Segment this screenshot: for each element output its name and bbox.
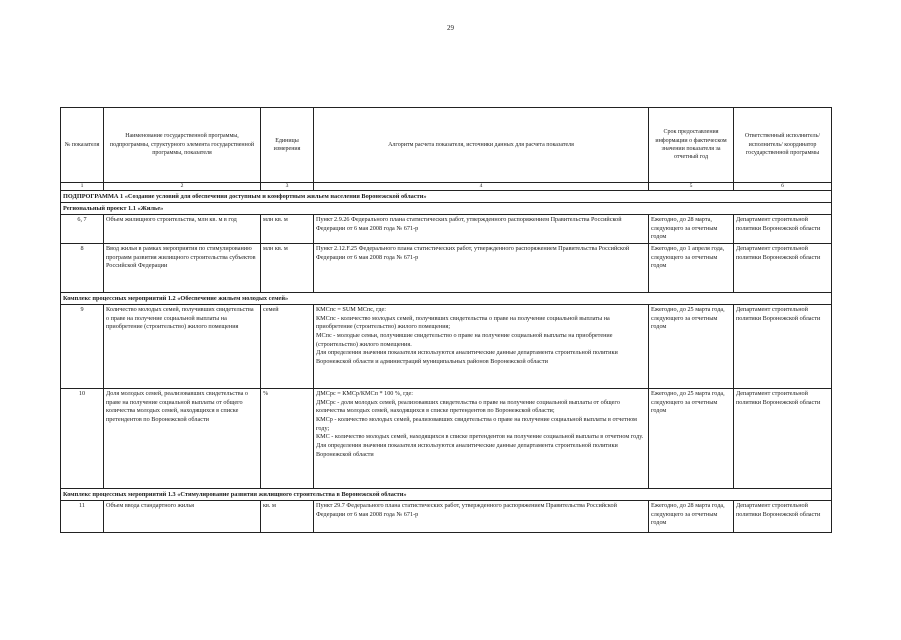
algorithm-line: МСпс - молодые семьи, получившие свидетельство о праве на получение социальной выплаты на приобретение (строительство) жилого помещения.	[316, 332, 613, 348]
section-row	[61, 191, 832, 203]
algorithm-line: Пункт 29.7 Федерального плана статистических работ, утвержденного распоряжением Правительства Российской Федерации от 6 мая 2008 года № 671-р	[316, 502, 617, 518]
indicator-number: 8	[61, 244, 104, 293]
indicator-name: Доля молодых семей, реализовавших свидетельства о праве на получение социальной выплаты от общего количества молодых семей, находящихся в списке претендентов по Воронежской области	[104, 389, 261, 489]
column-number: 2	[104, 183, 261, 191]
algorithm-line: Пункт 2.9.26 Федерального плана статистических работ, утвержденного распоряжением Правительства Российской Федерации от 6 мая 2008 года № 671-р	[316, 216, 622, 232]
indicator-deadline: Ежегодно, до 25 марта года, следующего за отчетным годом	[649, 305, 734, 389]
algorithm-line: КМСпс = SUM МСпс, где:	[316, 306, 386, 314]
section-row	[61, 203, 832, 215]
indicator-number: 11	[61, 501, 104, 533]
indicator-algorithm	[314, 389, 649, 489]
algorithm-line: Для определения значения показателя используются аналитические данные департамента строительной политики Воронежской области	[316, 442, 618, 458]
algorithm-line: КМСр - количество молодых семей, реализовавших свидетельства о праве на получение социальной выплаты в отчетном году;	[316, 416, 637, 432]
regional-project-title: Региональный проект 1.1 «Жилье»	[61, 203, 832, 215]
column-number: 4	[314, 183, 649, 191]
header-unit: Единицы измерения	[261, 108, 314, 183]
indicator-unit: млн кв. м	[261, 215, 314, 244]
algorithm-line: Для определения значения показателя используются аналитические данные департамента строительной политики Воронежской области и администраций муниципальных районов Воронежской области	[316, 349, 618, 366]
indicator-algorithm	[314, 305, 649, 389]
table-row	[61, 305, 832, 389]
column-numbers-row	[61, 183, 832, 191]
header-algorithm: Алгоритм расчета показателя, источники данных для расчета показателя	[314, 108, 649, 183]
section-row	[61, 489, 832, 501]
indicator-number: 10	[61, 389, 104, 489]
indicator-algorithm	[314, 215, 649, 244]
indicator-responsible: Департамент строительной политики Воронежской области	[734, 389, 832, 489]
complex-title: Комплекс процессных мероприятий 1.2 «Обеспечение жильем молодых семей»	[61, 293, 832, 305]
column-number: 5	[649, 183, 734, 191]
indicator-algorithm	[314, 244, 649, 293]
section-row	[61, 293, 832, 305]
header-responsible: Ответственный исполнитель/исполнитель/ координатор государственной программы	[734, 108, 832, 183]
indicator-name: Объем ввода стандартного жилья	[104, 501, 261, 533]
indicator-responsible: Департамент строительной политики Воронежской области	[734, 501, 832, 533]
table-row	[61, 215, 832, 244]
page-number: 29	[447, 24, 454, 32]
indicator-name: Ввод жилья в рамках мероприятия по стимулированию программ развития жилищного строительства субъектов Российской Федерации	[104, 244, 261, 293]
indicator-deadline: Ежегодно, до 28 марта года, следующего за отчетным годом	[649, 501, 734, 533]
column-number: 6	[734, 183, 832, 191]
indicator-unit: семей	[261, 305, 314, 389]
algorithm-line: КМСпс - количество молодых семей, получивших свидетельства о праве на получение социальной выплаты на приобретение (строительство) жилого помещения;	[316, 314, 610, 331]
indicator-algorithm	[314, 501, 649, 533]
indicator-deadline: Ежегодно, до 25 марта года, следующего за отчетным годом	[649, 389, 734, 489]
indicator-number: 9	[61, 305, 104, 389]
algorithm-line: ДМСрс = КМСр/КМСп * 100 %, где:	[316, 390, 414, 398]
header-number: № показателя	[61, 108, 104, 183]
indicator-name: Количество молодых семей, получивших свидетельства о праве на получение социальной выплаты на приобретение (строительство) жилого помещения	[104, 305, 261, 389]
indicator-unit: млн кв. м	[261, 244, 314, 293]
column-number: 1	[61, 183, 104, 191]
column-number: 3	[261, 183, 314, 191]
indicator-responsible: Департамент строительной политики Воронежской области	[734, 305, 832, 389]
table-row	[61, 501, 832, 533]
header-deadline: Срок предоставления информации о фактическом значении показателя за отчетный год	[649, 108, 734, 183]
table-row	[61, 389, 832, 489]
indicator-unit: %	[261, 389, 314, 489]
indicator-name: Объем жилищного строительства, млн кв. м в год	[104, 215, 261, 244]
header-name: Наименование государственной программы, подпрограммы, структурного элемента государственной программы, показателя	[104, 108, 261, 183]
complex-title: Комплекс процессных мероприятий 1.3 «Стимулирование развития жилищного строительства в Воронежской области»	[61, 489, 832, 501]
algorithm-line: ДМСрс - доля молодых семей, реализовавших свидетельства о праве на получение социальной выплаты от общего количества молодых семей, находящихся в списке претендентов по Воронежской области;	[316, 398, 620, 415]
indicator-deadline: Ежегодно, до 1 апреля года, следующего за отчетным годом	[649, 244, 734, 293]
algorithm-line: КМС - количество молодых семей, находящихся в списке претендентов на получение социальной выплаты в отчетном году.	[316, 433, 644, 441]
indicator-deadline: Ежегодно, до 28 марта, следующего за отчетным годом	[649, 215, 734, 244]
indicator-responsible: Департамент строительной политики Воронежской области	[734, 215, 832, 244]
table-row	[61, 244, 832, 293]
indicator-responsible: Департамент строительной политики Воронежской области	[734, 244, 832, 293]
table-header-row	[61, 108, 832, 183]
subprogram-title: ПОДПРОГРАММА 1 «Создание условий для обеспечения доступным и комфортным жильем населения Воронежской области»	[61, 191, 832, 203]
indicator-unit: кв. м	[261, 501, 314, 533]
indicator-number: 6, 7	[61, 215, 104, 244]
algorithm-line: Пункт 2.12.F.25 Федерального плана статистических работ, утвержденного распоряжением Правительства Российской Федерации от 6 мая 2008 года № 671-р	[316, 245, 630, 261]
indicators-table	[60, 107, 832, 533]
